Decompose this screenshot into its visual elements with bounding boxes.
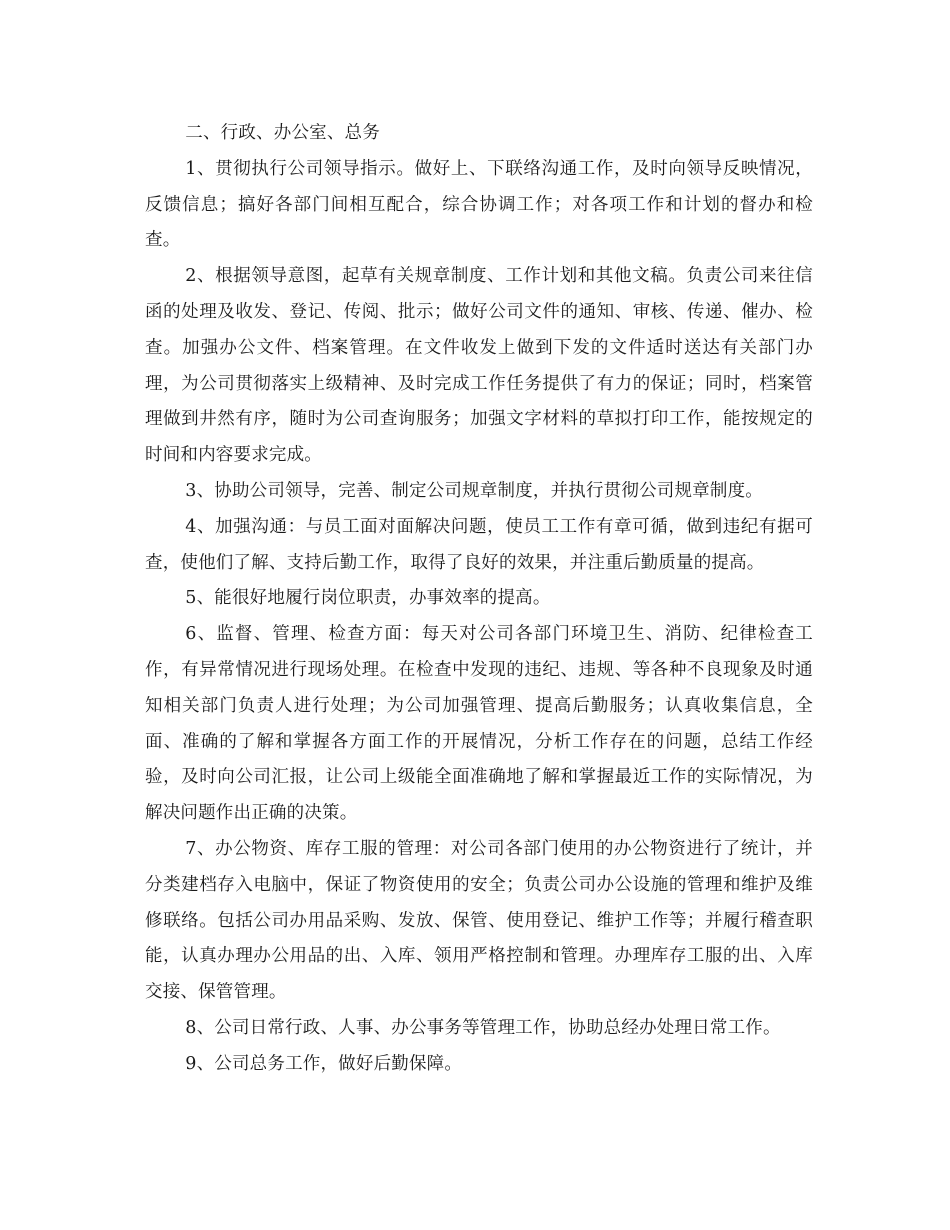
paragraph-6: 6、监督、管理、检查方面：每天对公司各部门环境卫生、消防、纪律检查工作，有异常情况进行现场处理。在检查中发现的违纪、违规、等各种不良现象及时通知相关部门负责人进行处理；为公司加强管理、提高后勤服务；认真收集信息，全面、准确的了解和掌握各方面工作的开展情况，分析工作存在的问题，总结工作经验，及时向公司汇报，让公司上级能全面准确地了解和掌握最近工作的实际情况，为解决问题作出正确的决策。 (145, 624, 813, 824)
paragraph-9: 9、公司总务工作，做好后勤保障。 (185, 1053, 463, 1074)
paragraph-1: 1、贯彻执行公司领导指示。做好上、下联络沟通工作，及时向领导反映情况，反馈信息；搞好各部门间相互配合，综合协调工作；对各项工作和计划的督办和检查。 (145, 158, 813, 251)
paragraph-8: 8、公司日常行政、人事、办公事务等管理工作，协助总经办处理日常工作。 (185, 1017, 781, 1038)
paragraph-3: 3、协助公司领导，完善、制定公司规章制度，并执行贯彻公司规章制度。 (185, 480, 763, 501)
paragraph-5: 5、能很好地履行岗位职责，办事效率的提高。 (185, 588, 551, 609)
paragraph-7: 7、办公物资、库存工服的管理：对公司各部门使用的办公物资进行了统计，并分类建档存入电脑中，保证了物资使用的安全；负责公司办公设施的管理和维护及维修联络。包括公司办用品采购、发放、保管、使用登记、维护工作等；并履行稽查职能，认真办理办公用品的出、入库、领用严格控制和管理。办理库存工服的出、入库交接、保管管理。 (145, 838, 813, 1003)
paragraph-4: 4、加强沟通：与员工面对面解决问题，使员工工作有章可循，做到违纪有据可查，使他们了解、支持后勤工作，取得了良好的效果，并注重后勤质量的提高。 (145, 516, 813, 573)
section-heading: 二、行政、办公室、总务 (185, 123, 380, 143)
paragraph-2: 2、根据领导意图，起草有关规章制度、工作计划和其他文稿。负责公司来往信函的处理及收发、登记、传阅、批示；做好公司文件的通知、审核、传递、催办、检查。加强办公文件、档案管理。在文件收发上做到下发的文件适时送达有关部门办理，为公司贯彻落实上级精神、及时完成工作任务提供了有力的保证；同时，档案管理做到井然有序，随时为公司查询服务；加强文字材料的草拟打印工作，能按规定的时间和内容要求完成。 (145, 266, 813, 466)
document-body (145, 116, 813, 1083)
